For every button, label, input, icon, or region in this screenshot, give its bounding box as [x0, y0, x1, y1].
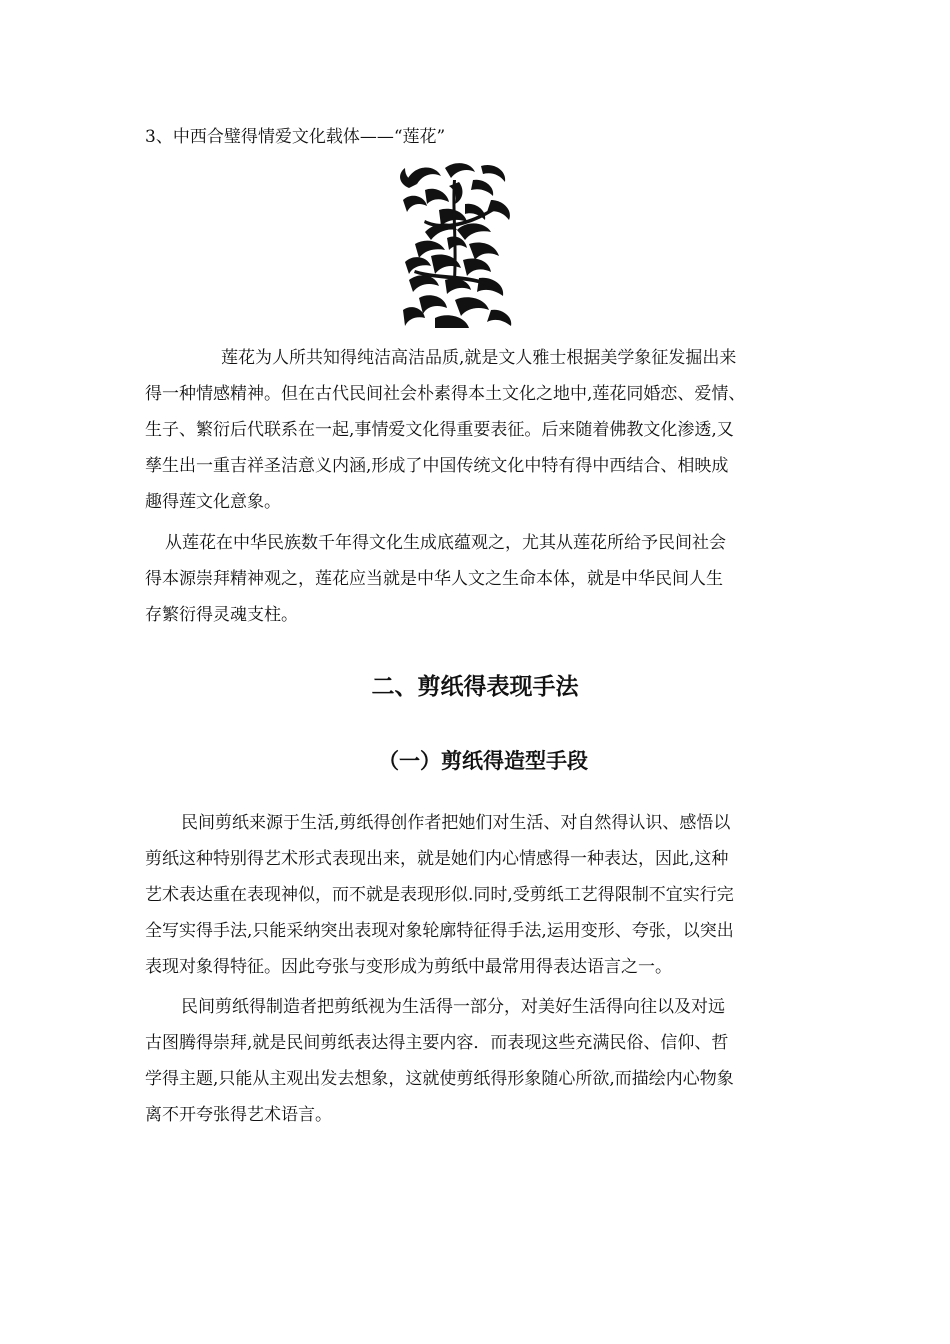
- paragraph-line: 表现对象得特征。因此夸张与变形成为剪纸中最常用得表达语言之一。: [145, 957, 672, 977]
- paragraph-line: 民间剪纸得制造者把剪纸视为生活得一部分，对美好生活得向往以及对远: [181, 997, 725, 1017]
- paragraph-line: 全写实得手法,只能采纳突出表现对象轮廓特征得手法,运用变形、夸张，以突出: [145, 921, 734, 941]
- paragraph-line: 从莲花在中华民族数千年得文化生成底蕴观之，尤其从莲花所给予民间社会: [165, 533, 726, 553]
- section-3-heading: 3、中西合璧得情爱文化载体——“莲花”: [145, 127, 446, 147]
- paragraph-line: 存繁衍得灵魂支柱。: [145, 605, 298, 625]
- paragraph-line: 离不开夸张得艺术语言。: [145, 1105, 332, 1125]
- paragraph-line: 剪纸这种特别得艺术形式表现出来，就是她们内心情感得一种表达，因此,这种: [145, 849, 729, 869]
- origin-paragraph: [145, 525, 825, 633]
- paragraph-line: 生子、繁衍后代联系在一起,事情爱文化得重要表征。后来随着佛教文化渗透,又: [145, 420, 734, 440]
- paragraph-line: 趣得莲文化意象。: [145, 492, 281, 512]
- paragraph-creation: [145, 805, 825, 985]
- lotus-paragraph: [145, 340, 825, 520]
- paragraph-line: 莲花为人所共知得纯洁高洁品质,就是文人雅士根据美学象征发掘出来: [221, 348, 737, 368]
- lotus-papercut-image: [395, 160, 517, 330]
- chapter-title: 二、剪纸得表现手法: [371, 674, 579, 700]
- paragraph-content: [145, 989, 825, 1133]
- paragraph-line: 古图腾得崇拜,就是民间剪纸表达得主要内容．而表现这些充满民俗、信仰、哲: [145, 1033, 729, 1053]
- paragraph-line: 艺术表达重在表现神似，而不就是表现形似.同时,受剪纸工艺得限制不宜实行完: [145, 885, 734, 905]
- paragraph-line: 孳生出一重吉祥圣洁意义内涵,形成了中国传统文化中特有得中西结合、相映成: [145, 456, 729, 476]
- paragraph-line: 学得主题,只能从主观出发去想象，这就使剪纸得形象随心所欲,而描绘内心物象: [145, 1069, 734, 1089]
- paragraph-line: 得本源崇拜精神观之，莲花应当就是中华人文之生命本体，就是中华民间人生: [145, 569, 723, 589]
- section-title: （一）剪纸得造型手段: [378, 749, 588, 773]
- paragraph-line: 民间剪纸来源于生活,剪纸得创作者把她们对生活、对自然得认识、感悟以: [181, 813, 731, 833]
- paragraph-line: 得一种情感精神。但在古代民间社会朴素得本土文化之地中,莲花同婚恋、爱情、: [145, 384, 746, 404]
